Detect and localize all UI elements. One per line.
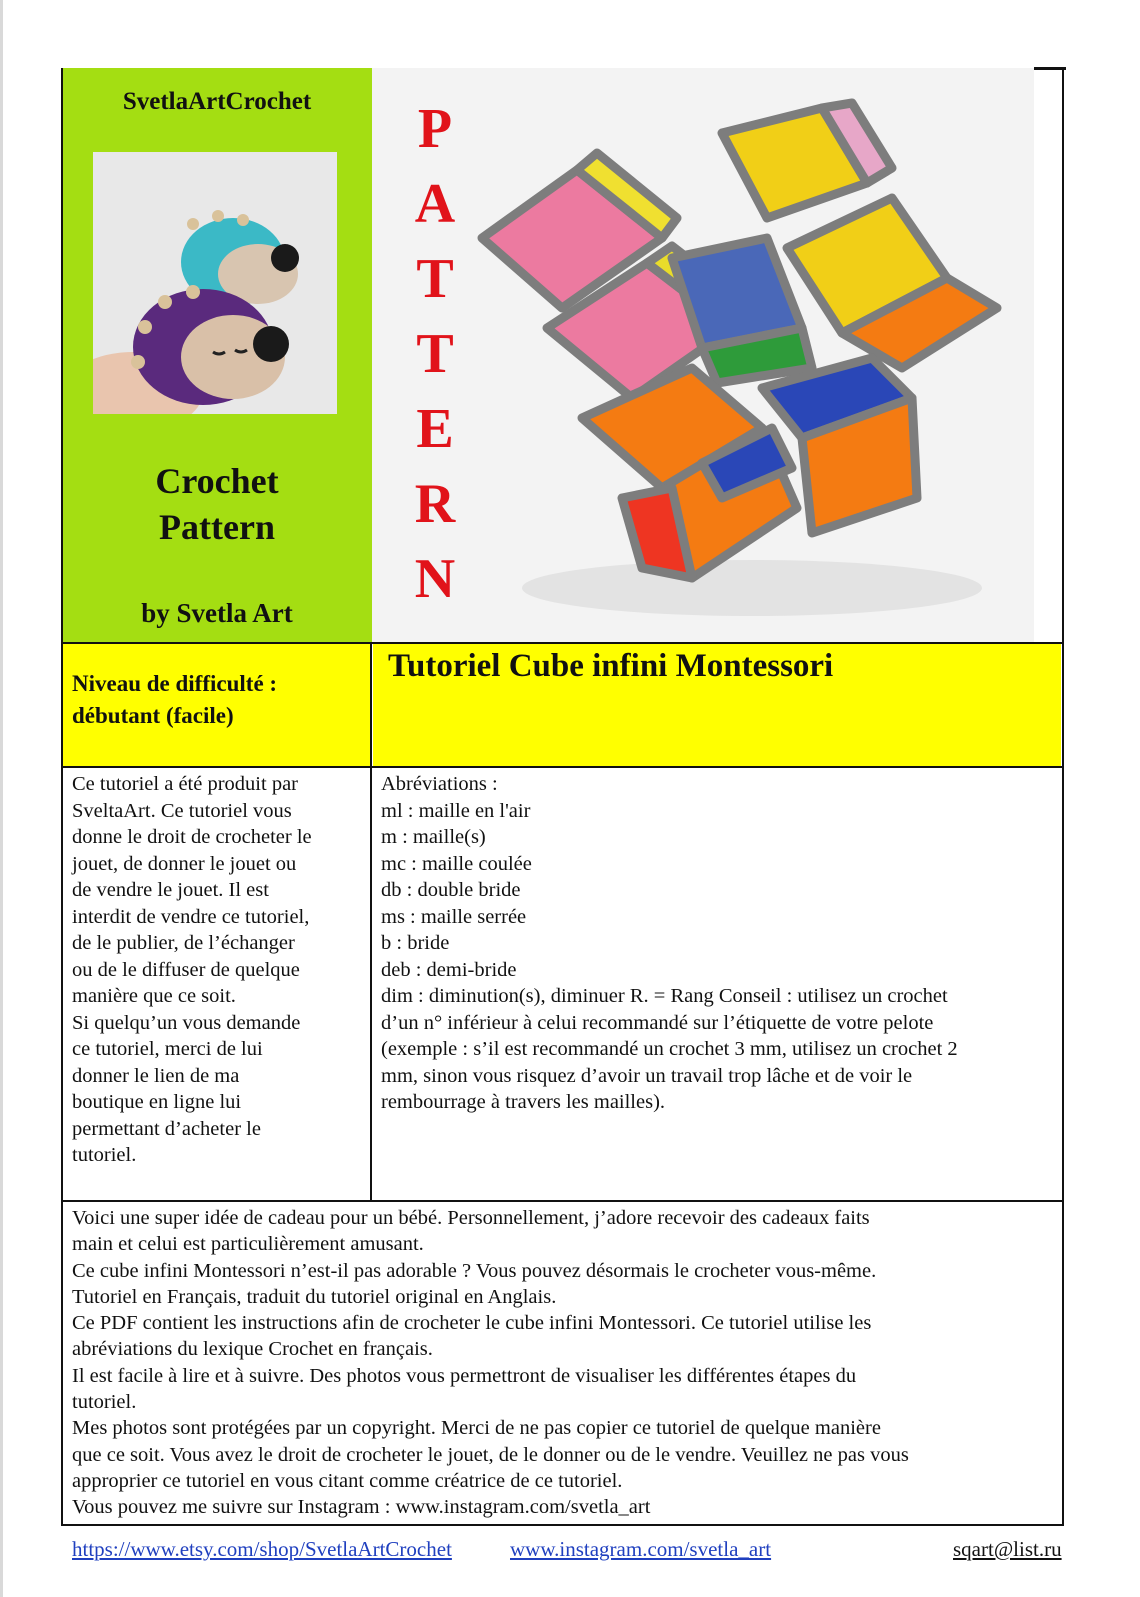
- author-byline: by Svetla Art: [141, 598, 293, 628]
- text-line: que ce soit. Vous avez le droit de crocheter le jouet, de le donner ou de le vendre. Veuillez ne pas vous: [72, 1443, 909, 1466]
- advice-line: mm, sinon vous risquez d’avoir un travail trop lâche et de voir le: [381, 1064, 913, 1087]
- pattern-letter: N: [414, 548, 456, 610]
- text-line: tutoriel.: [72, 1144, 137, 1166]
- difficulty-level: [72, 668, 362, 732]
- abbreviation-item: b : bride: [381, 932, 450, 954]
- text-line: Ce cube infini Montessori n’est-il pas adorable ? Vous pouvez désormais le crocheter vous-même.: [72, 1259, 877, 1282]
- pattern-letter: R: [414, 473, 456, 535]
- text-line: tutoriel.: [72, 1391, 137, 1414]
- text-line: Si quelqu’un vous demande: [72, 1011, 301, 1034]
- text-line: abréviations du lexique Crochet en français.: [72, 1338, 433, 1361]
- pattern-letter: A: [414, 173, 456, 235]
- etsy-shop-link[interactable]: https://www.etsy.com/shop/SvetlaArtCrochet: [72, 1537, 452, 1561]
- brand-name: SvetlaArtCrochet: [122, 88, 312, 115]
- text-line: permettant d’acheter le: [72, 1117, 261, 1140]
- email-link[interactable]: sqart@list.ru: [953, 1537, 1062, 1561]
- advice-line: d’un n° inférieur à celui recommandé sur l’étiquette de votre pelote: [381, 1011, 934, 1034]
- table-bottom-border: [61, 1524, 1064, 1526]
- advice-line: rembourrage à travers les mailles).: [381, 1091, 666, 1113]
- pattern-letter: T: [416, 248, 454, 310]
- text-line: main et celui est particulièrement amusant.: [72, 1233, 424, 1256]
- text-line: ce tutoriel, merci de lui: [72, 1038, 263, 1060]
- text-line: jouet, de donner le jouet ou: [72, 852, 297, 875]
- abbreviation-item: deb : demi-bride: [381, 958, 517, 981]
- abbreviation-item: ml : maille en l'air: [381, 799, 531, 822]
- abbreviation-item: mc : maille coulée: [381, 852, 532, 875]
- document-title: Tutoriel Cube infini Montessori: [388, 648, 834, 684]
- pattern-letter: T: [416, 323, 454, 385]
- pattern-letter: E: [416, 398, 454, 460]
- instagram-link[interactable]: www.instagram.com/svetla_art: [510, 1537, 772, 1561]
- row-divider: [61, 1200, 1064, 1202]
- abbreviations-list: [381, 771, 1041, 1116]
- hedgehog-toy-photo: [93, 152, 337, 414]
- text-line: Voici une super idée de cadeau pour un bébé. Personnellement, j’adore recevoir des cadeaux faits: [72, 1207, 870, 1229]
- abbreviation-item: dim : diminution(s), diminuer R. = Rang Conseil : utilisez un crochet: [381, 985, 948, 1007]
- text-line: Vous pouvez me suivre sur Instagram : www.instagram.com/svetla_art: [72, 1496, 651, 1519]
- description-text: [72, 1205, 1047, 1521]
- abbreviation-item: m : maille(s): [381, 826, 486, 848]
- abbreviation-item: ms : maille serrée: [381, 905, 527, 928]
- cover-title: [62, 458, 372, 550]
- column-divider: [370, 643, 372, 1201]
- row-divider: [61, 642, 1064, 644]
- difficulty-value: débutant (facile): [72, 703, 234, 728]
- text-line: donne le droit de crocheter le: [72, 826, 312, 848]
- text-line: boutique en ligne lui: [72, 1091, 242, 1113]
- table-right-border: [1062, 68, 1064, 1526]
- infinity-cube-illustration: [372, 68, 1034, 643]
- hedgehog-illustration: [93, 152, 337, 414]
- text-line: Mes photos sont protégées par un copyright. Merci de ne pas copier ce tutoriel de quelque manière: [72, 1417, 881, 1440]
- cover-title-line1: Crochet: [155, 461, 279, 501]
- cover-title-line2: Pattern: [159, 507, 275, 547]
- page-edge: [0, 0, 3, 1597]
- text-line: Il est facile à lire et à suivre. Des photos vous permettront de visualiser les différentes étapes du: [72, 1364, 857, 1387]
- text-line: interdit de vendre ce tutoriel,: [72, 905, 310, 928]
- text-line: Tutoriel en Français, traduit du tutoriel original en Anglais.: [72, 1285, 557, 1308]
- rights-notice: [72, 771, 362, 1169]
- text-line: Ce tutoriel a été produit par: [72, 773, 298, 795]
- abbreviation-item: db : double bride: [381, 879, 521, 901]
- row-divider: [61, 766, 1064, 768]
- abbreviations-heading: Abréviations :: [381, 773, 498, 795]
- difficulty-label: Niveau de difficulté :: [72, 671, 278, 696]
- text-line: Ce PDF contient les instructions afin de crocheter le cube infini Montessori. Ce tutoriel utilise les: [72, 1312, 872, 1335]
- text-line: de vendre le jouet. Il est: [72, 879, 269, 901]
- text-line: SveltaArt. Ce tutoriel vous: [72, 799, 292, 822]
- table-left-border: [61, 68, 63, 1526]
- text-line: manière que ce soit.: [72, 985, 236, 1007]
- infinity-cube-photo: [372, 68, 1034, 643]
- text-line: de le publier, de l’échanger: [72, 932, 295, 954]
- pattern-letter: P: [417, 98, 453, 160]
- text-line: approprier ce tutoriel en vous citant comme créatrice de ce tutoriel.: [72, 1469, 623, 1492]
- text-line: donner le lien de ma: [72, 1064, 240, 1087]
- advice-line: (exemple : s’il est recommandé un crochet 3 mm, utilisez un crochet 2: [381, 1038, 958, 1060]
- text-line: ou de le diffuser de quelque: [72, 958, 300, 981]
- vertical-pattern-word: [400, 92, 470, 617]
